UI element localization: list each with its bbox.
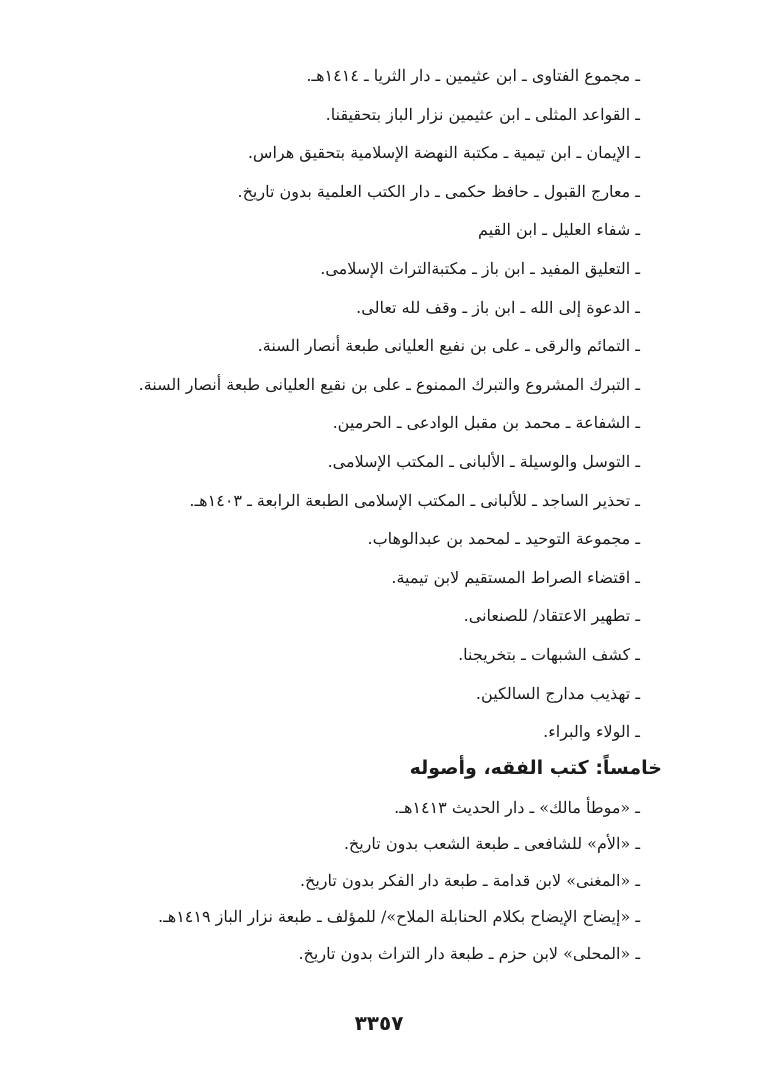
list-item: ـ التعليق المفيد ـ ابن باز ـ مكتبةالتراث الإسلامى. — [320, 258, 640, 278]
list-item: ـ مجموع الفتاوى ـ ابن عثيمين ـ دار الثريا ـ ١٤١٤هـ. — [306, 66, 640, 85]
list-item: ـ «المحلى» لابن حزم ـ طبعة دار التراث بدون تاريخ. — [298, 943, 640, 963]
section-heading: خامساً: كتب الفقه، وأصوله — [409, 757, 662, 779]
list-item: ـ تحذير الساجد ـ للألبانى ـ المكتب الإسلامى الطبعة الرابعة ـ ١٤٠٣هـ. — [189, 490, 640, 510]
list-item: ـ «الأم» للشافعى ـ طبعة الشعب بدون تاريخ. — [343, 834, 640, 854]
list-item: ـ الولاء والبراء. — [543, 722, 640, 742]
list-item: ـ «المغنى» لابن قدامة ـ طبعة دار الفكر بدون تاريخ. — [299, 870, 640, 890]
list-item: ـ معارج القبول ـ حافظ حكمى ـ دار الكتب العلمية بدون تاريخ. — [237, 181, 640, 201]
list-item: ـ التمائم والرقى ـ على بن نفيع العليانى طبعة أنصار السنة. — [257, 336, 640, 356]
list-item: ـ الشفاعة ـ محمد بن مقبل الوادعى ـ الحرمين. — [332, 413, 640, 433]
list-item: ـ مجموعة التوحيد ـ لمحمد بن عبدالوهاب. — [367, 529, 640, 549]
list-item: ـ شفاء العليل ـ ابن القيم — [478, 220, 640, 240]
references-list — [80, 57, 640, 752]
list-item: ـ «موطأ مالك» ـ دار الحديث ١٤١٣هـ. — [394, 798, 640, 817]
list-item: ـ التبرك المشروع والتبرك الممنوع ـ على بن نقيع العليانى طبعة أنصار السنة. — [138, 374, 640, 394]
page-number: ٣٣٥٧ — [354, 1011, 404, 1035]
list-item: ـ الدعوة إلى الله ـ ابن باز ـ وقف لله تعالى. — [356, 297, 640, 317]
list-item: ـ اقتضاء الصراط المستقيم لابن تيمية. — [391, 567, 640, 587]
list-item: ـ تطهير الاعتقاد/ للصنعانى. — [463, 606, 640, 626]
list-item: ـ القواعد المثلى ـ ابن عثيمين نزار الباز بتحقيقنا. — [325, 104, 640, 124]
list-item: ـ التوسل والوسيلة ـ الألبانى ـ المكتب الإسلامى. — [327, 451, 640, 471]
list-item: ـ كشف الشبهات ـ بتخريجنا. — [458, 644, 640, 664]
list-item: ـ تهذيب مدارج السالكين. — [475, 683, 640, 703]
list-item: ـ «إيضاح الإيضاح بكلام الحنابلة الملاح»/ للمؤلف ـ طبعة نزار الباز ١٤١٩هـ. — [157, 907, 640, 927]
fiqh-references-list — [80, 790, 640, 972]
list-item: ـ الإيمان ـ ابن تيمية ـ مكتبة النهضة الإسلامية بتحقيق هراس. — [247, 143, 640, 163]
